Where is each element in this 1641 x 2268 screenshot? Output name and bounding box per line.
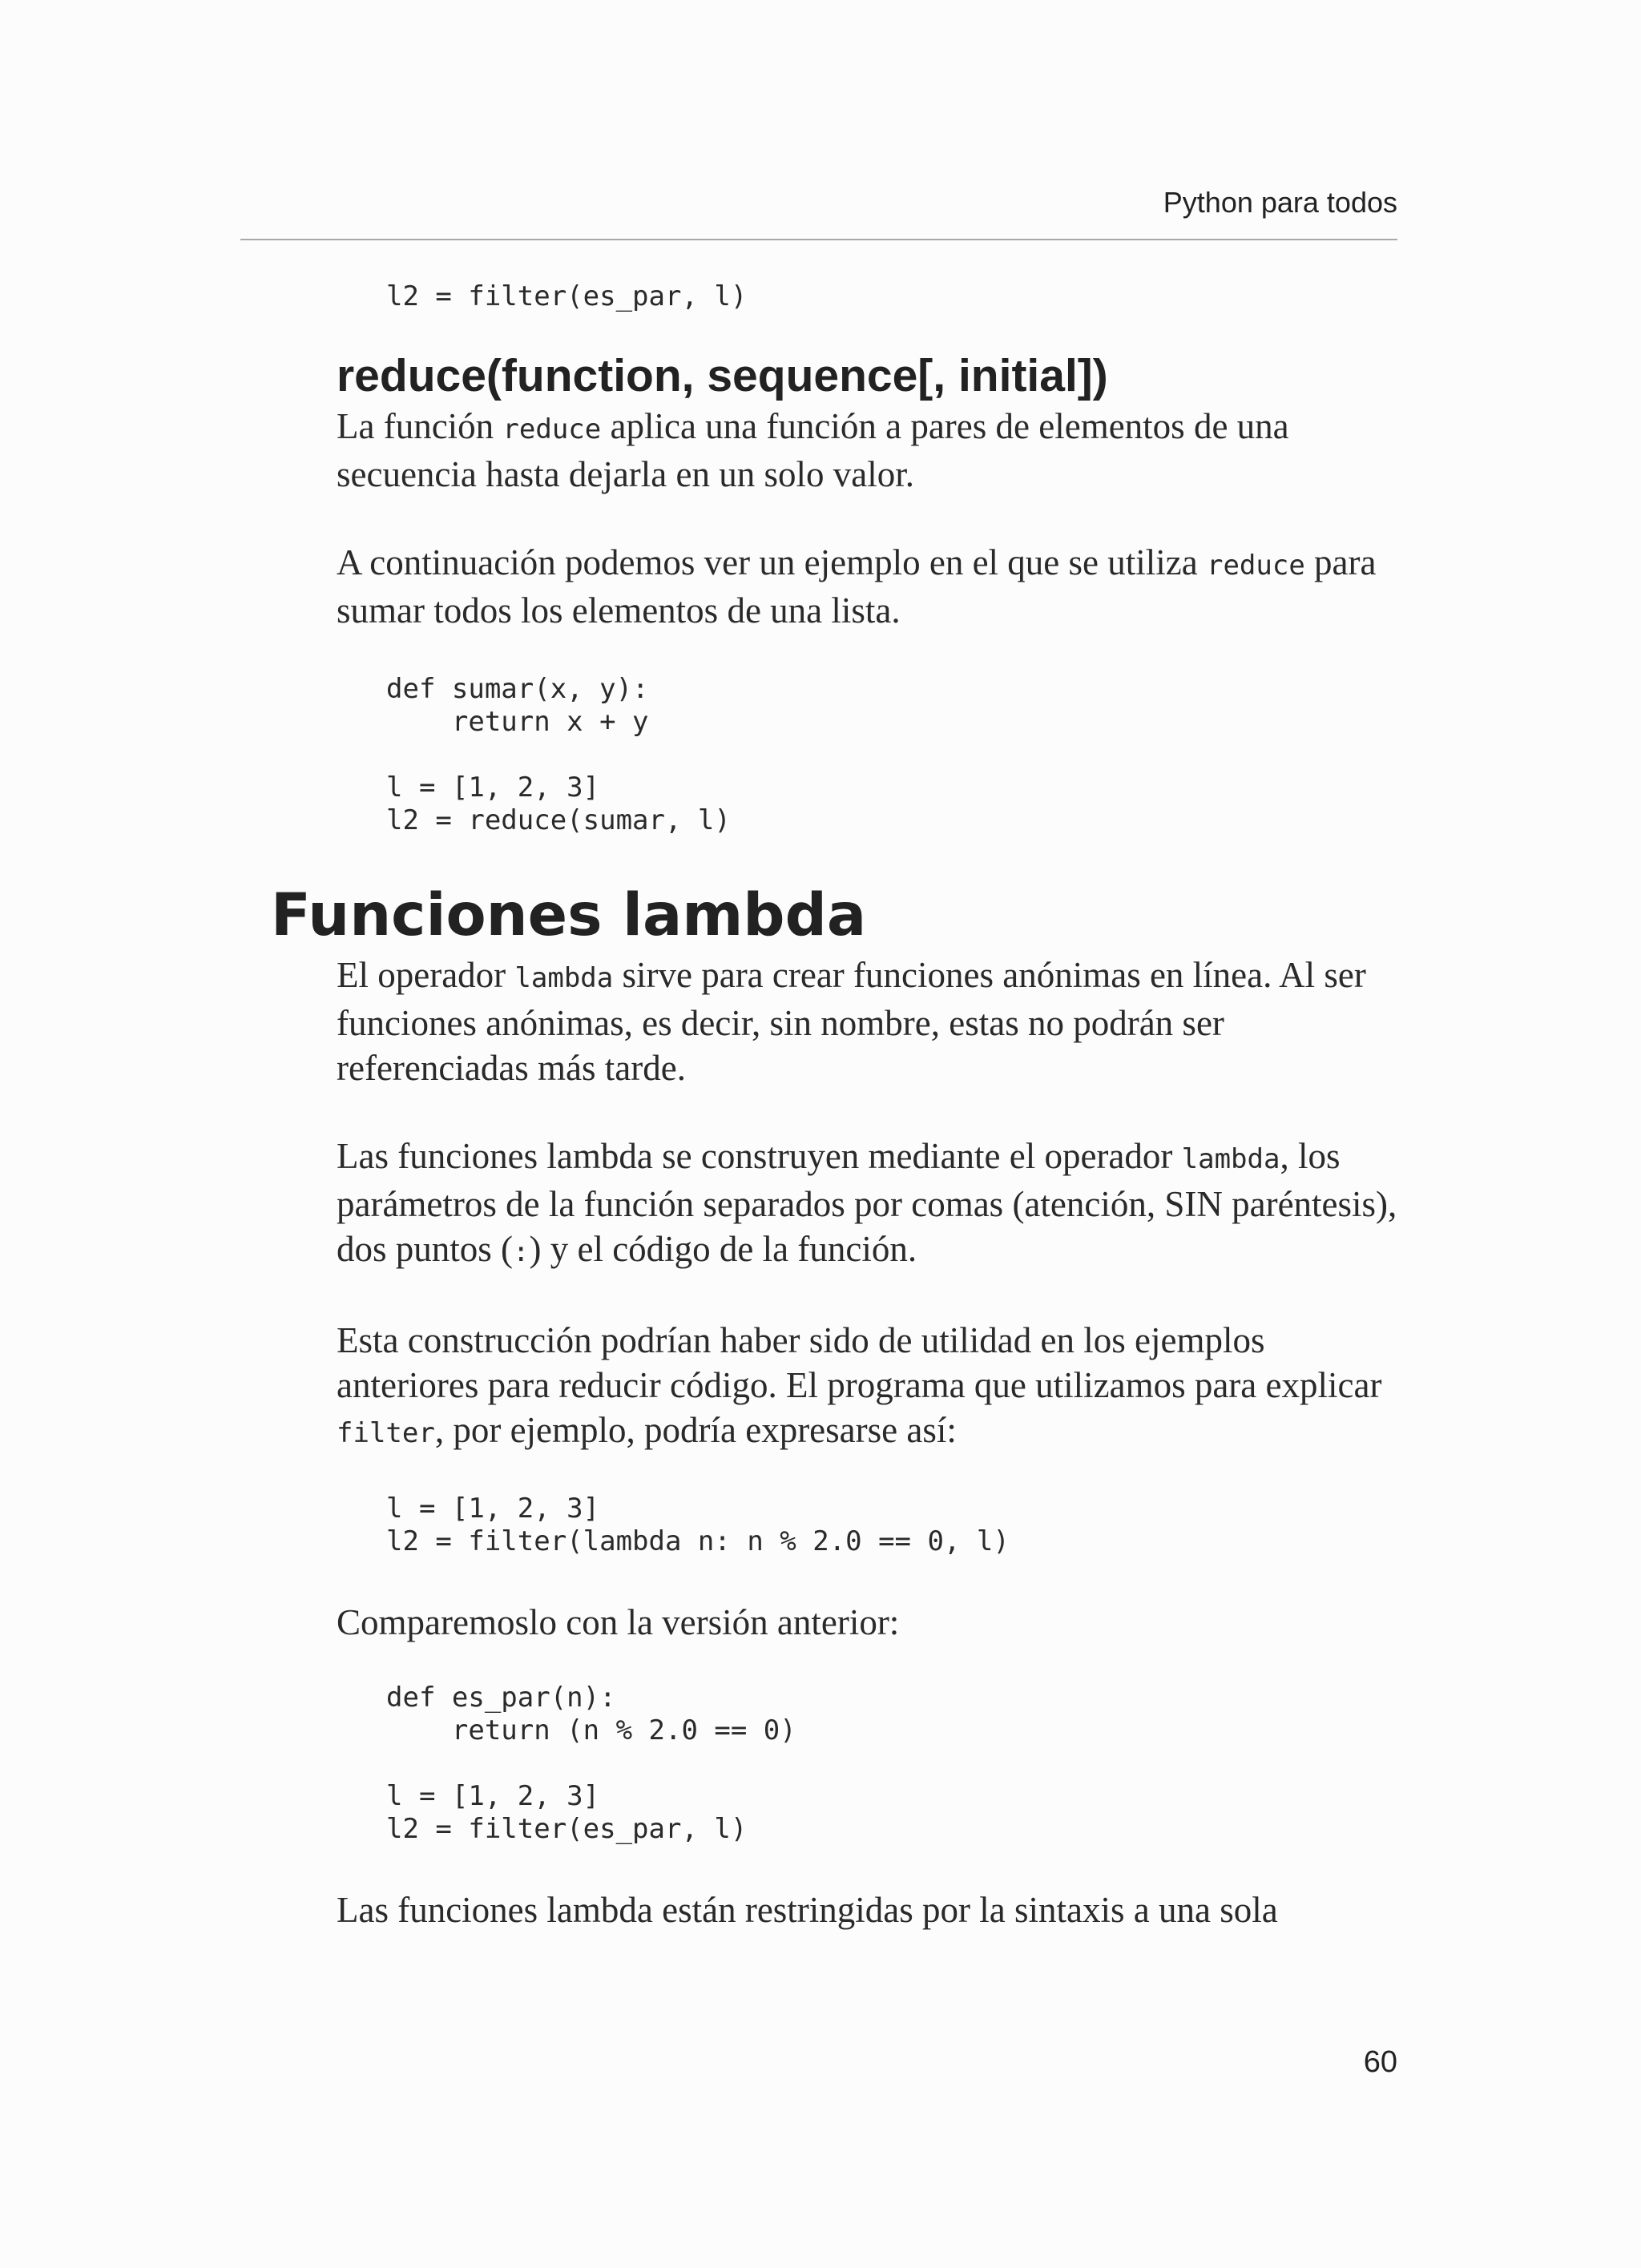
- code-block-filter-tail: l2 = filter(es_par, l): [386, 280, 748, 312]
- page-header: [240, 181, 1397, 240]
- code-block-reduce: def sumar(x, y): return x + y l = [1, 2, 3] l2 = reduce(sumar, l): [386, 673, 731, 836]
- text-run: Esta construcción podrían haber sido de utilidad en los ejemplos anteriores para reducir código. El programa que utilizamos para explicar: [337, 1320, 1382, 1405]
- inline-code: lambda: [1181, 1143, 1280, 1175]
- code-block-lambda: l = [1, 2, 3] l2 = filter(lambda n: n % 2.0 == 0, l): [386, 1493, 1010, 1557]
- lambda-paragraph-1: [337, 953, 1397, 1090]
- inline-code: reduce: [1206, 550, 1305, 582]
- code-block-previous: def es_par(n): return (n % 2.0 == 0) l = [1, 2, 3] l2 = filter(es_par, l): [386, 1682, 796, 1845]
- text-run: El operador: [337, 955, 515, 995]
- reduce-paragraph-2: [337, 540, 1397, 633]
- lambda-paragraph-5: Las funciones lambda están restringidas por la sintaxis a una sola: [337, 1890, 1278, 1930]
- text-run: ) y el código de la función.: [529, 1229, 917, 1269]
- text-run: para sumar todos los elementos de una lista.: [337, 542, 1377, 630]
- lambda-paragraph-3: [337, 1318, 1397, 1456]
- text-run: , los parámetros de la función separados por comas (atención, SIN paréntesis), dos puntos (: [337, 1136, 1397, 1269]
- inline-code: lambda: [514, 962, 614, 994]
- reduce-heading: reduce(function, sequence[, initial]): [337, 350, 1108, 401]
- text-run: sirve para crear funciones anónimas en línea. Al ser funciones anónimas, es decir, sin nombre, estas no podrán ser referenciadas más tarde.: [337, 955, 1366, 1088]
- inline-code: :: [513, 1236, 530, 1268]
- text-run: A continuación podemos ver un ejemplo en el que se utiliza: [337, 542, 1207, 582]
- inline-code: filter: [337, 1417, 435, 1449]
- text-run: , por ejemplo, podría expresarse así:: [434, 1410, 957, 1450]
- lambda-paragraph-2: [337, 1134, 1397, 1275]
- reduce-paragraph-1: [337, 404, 1397, 497]
- page-number: 60: [1363, 2045, 1397, 2079]
- text-run: aplica una función a pares de elementos de una secuencia hasta dejarla en un solo valor.: [337, 406, 1289, 494]
- lambda-paragraph-4: Comparemoslo con la versión anterior:: [337, 1602, 900, 1642]
- page-content: [240, 240, 1397, 1932]
- running-title: Python para todos: [1163, 186, 1397, 219]
- inline-code: reduce: [502, 413, 602, 445]
- text-run: La función: [337, 406, 503, 446]
- lambda-heading: Funciones lambda: [271, 881, 867, 949]
- text-run: Las funciones lambda se construyen mediante el operador: [337, 1136, 1182, 1176]
